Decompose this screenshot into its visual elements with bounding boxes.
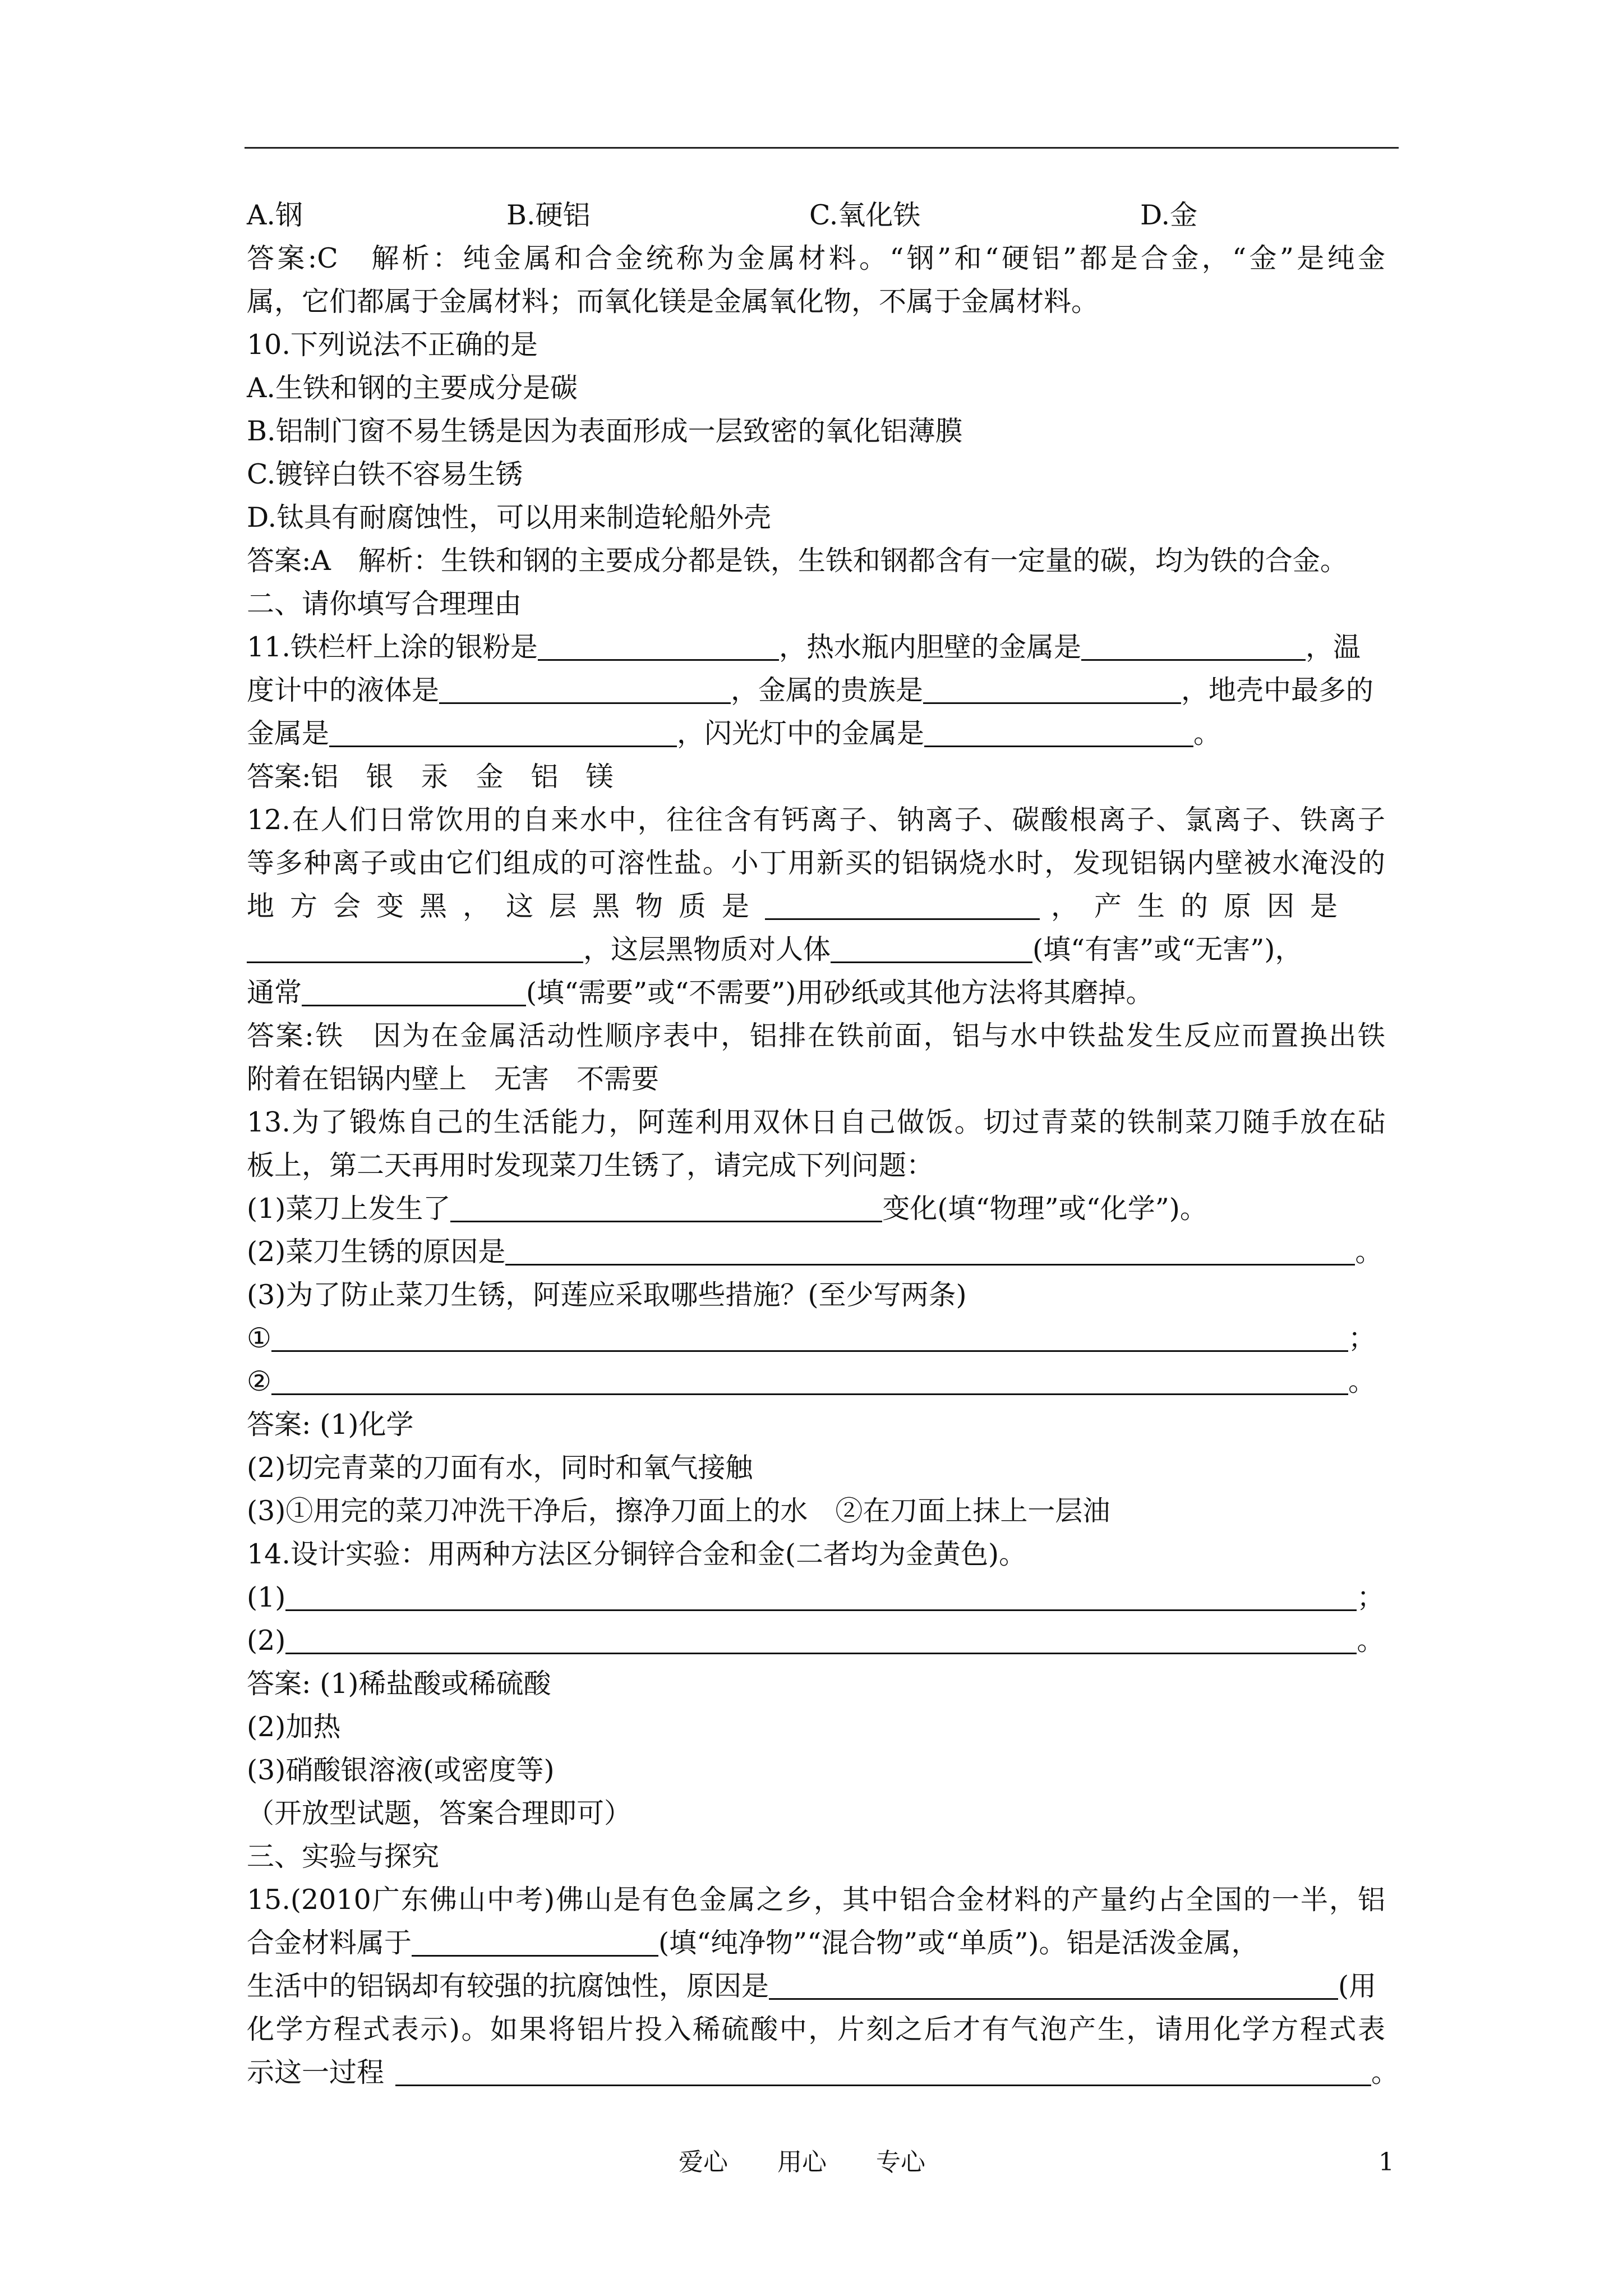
q13-answer-2: (2)切完青菜的刀面有水，同时和氧气接触 [247, 1452, 753, 1484]
q9-option-a: A.钢 [247, 199, 303, 231]
q12-line1: 12.在人们日常饮用的自来水中，往往含有钙离子、钠离子、碳酸根离子、氯离子、铁离子 [247, 804, 1385, 836]
q15-blank-2[interactable] [769, 1968, 1338, 2000]
q14-text: ； [1357, 1581, 1385, 1613]
q9-option-c: C.氧化铁 [809, 199, 921, 231]
q13-line1: 13.为了锻炼自己的生活能力，阿莲利用双休日自己做饭。切过青菜的铁制菜刀随手放在砧 [247, 1106, 1385, 1138]
page-content [247, 194, 1399, 2094]
q13-measure-1 [247, 1317, 1385, 1360]
q11-blank-6[interactable] [924, 715, 1193, 747]
q13-text: 变化(填“物理”或“化学”)。 [882, 1193, 1207, 1225]
q10-option-c: C.镀锌白铁不容易生锈 [247, 458, 523, 490]
q14-note: （开放型试题，答案合理即可） [247, 1797, 632, 1829]
q15-line2 [247, 1921, 1385, 1964]
q13-text: 。 [1348, 1365, 1376, 1397]
q13-blank-1[interactable] [450, 1190, 882, 1222]
q15-text: (用 [1338, 1970, 1377, 2002]
q12-line4 [247, 928, 1385, 971]
q11-text: 。 [1193, 717, 1221, 749]
q10-option-b: B.铝制门窗不易生锈是因为表面形成一层致密的氧化铝薄膜 [247, 415, 963, 447]
q13-sub1 [247, 1187, 1385, 1230]
q11-blank-1[interactable] [538, 629, 779, 661]
q11-text: ，热水瓶内胆壁的金属是 [778, 631, 1081, 663]
section-2-heading: 二、请你填写合理理由 [247, 588, 522, 620]
q14-text: (1) [247, 1581, 286, 1613]
q13-sub2 [247, 1230, 1385, 1273]
q11-text: ，金属的贵族是 [731, 674, 924, 706]
q12-text: ，产生的原因是 [1051, 890, 1354, 922]
q12-text: (填“需要”或“不需要”)用砂纸或其他方法将其磨掉。 [526, 977, 1154, 1009]
q15-blank-1[interactable] [412, 1925, 658, 1957]
q12-answer-line1: 答案:铁 因为在金属活动性顺序表中，铝排在铁前面，铝与水中铁盐发生反应而置换出铁 [247, 1020, 1385, 1052]
q12-blank-2[interactable] [247, 931, 583, 963]
q11-line3 [247, 712, 1385, 755]
q12-text: (填“有害”或“无害”)， [1032, 933, 1303, 965]
q15-line1: 15.(2010广东佛山中考)佛山是有色金属之乡，其中铝合金材料的产量约占全国的一半，铝 [247, 1884, 1385, 1916]
q11-answer: 答案:铝 银 汞 金 铝 镁 [247, 761, 614, 793]
q12-blank-4[interactable] [302, 974, 526, 1006]
page-footer [0, 2146, 1623, 2179]
q14-answer-1: 答案: (1)稀盐酸或稀硫酸 [247, 1668, 551, 1700]
q14-blank-1[interactable] [285, 1579, 1357, 1611]
footer-motto: 爱心 用心 专心 [679, 2148, 925, 2177]
q15-blank-3[interactable] [395, 2054, 1371, 2086]
q15-text: 示这一过程 [247, 2056, 385, 2088]
q13-text: ① [247, 1322, 271, 1354]
q13-blank-3[interactable] [271, 1320, 1348, 1352]
q11-blank-5[interactable] [329, 715, 677, 747]
q13-text: 。 [1355, 1236, 1383, 1268]
page-number: 1 [1378, 2148, 1394, 2177]
q9-answer-line1: 答案:C 解析：纯金属和合金统称为金属材料。“钢”和“硬铝”都是合金，“金”是纯金 [247, 242, 1385, 274]
q15-line4: 化学方程式表示)。如果将铝片投入稀硫酸中，片刻之后才有气泡产生，请用化学方程式表 [247, 2013, 1385, 2045]
q14-text: 。 [1357, 1625, 1385, 1657]
q15-line5 [247, 2051, 1399, 2094]
q15-text: 。 [1371, 2056, 1399, 2088]
q14-stem: 14.设计实验：用两种方法区分铜锌合金和金(二者均为金黄色)。 [247, 1538, 1027, 1570]
q11-text: 金属是 [247, 717, 330, 749]
q13-text: ； [1348, 1322, 1376, 1354]
q14-answer-2: (2)加热 [247, 1711, 341, 1743]
q12-blank-1[interactable] [765, 888, 1040, 920]
q11-blank-2[interactable] [1081, 629, 1306, 661]
q15-text: 合金材料属于 [247, 1927, 412, 1959]
q13-blank-4[interactable] [271, 1363, 1348, 1395]
q13-text: ② [247, 1365, 271, 1397]
q9-answer-line2: 属，它们都属于金属材料；而氧化镁是金属氧化物，不属于金属材料。 [247, 286, 1099, 318]
q13-sub3: (3)为了防止菜刀生锈，阿莲应采取哪些措施？(至少写两条) [247, 1279, 967, 1311]
q13-answer-3: (3)①用完的菜刀冲洗干净后，擦净刀面上的水 ②在刀面上抹上一层油 [247, 1495, 1110, 1527]
q13-answer-1: 答案: (1)化学 [247, 1409, 414, 1441]
q12-text: 地方会变黑，这层黑物质是 [247, 890, 766, 922]
q14-answer-3: (3)硝酸银溶液(或密度等) [247, 1754, 555, 1786]
q15-line3 [247, 1964, 1385, 2008]
q13-text: (1)菜刀上发生了 [247, 1193, 451, 1225]
q14-method-2 [247, 1619, 1385, 1662]
q10-option-d: D.钛具有耐腐蚀性，可以用来制造轮船外壳 [247, 501, 772, 533]
q11-text: 11.铁栏杆上涂的银粉是 [247, 631, 538, 663]
q11-text: ，地壳中最多的 [1181, 674, 1374, 706]
q13-line2: 板上，第二天再用时发现菜刀生锈了，请完成下列问题： [247, 1149, 934, 1181]
q14-blank-2[interactable] [285, 1622, 1357, 1654]
q11-line2 [247, 669, 1385, 712]
q9-options [247, 194, 1385, 237]
q11-blank-3[interactable] [439, 672, 731, 704]
q11-text: 度计中的液体是 [247, 674, 440, 706]
q11-text: ，闪光灯中的金属是 [677, 717, 925, 749]
q11-line1 [247, 625, 1385, 669]
q11-blank-4[interactable] [923, 672, 1181, 704]
q13-text: (2)菜刀生锈的原因是 [247, 1236, 506, 1268]
q12-line5 [247, 971, 1385, 1014]
q10-stem: 10.下列说法不正确的是 [247, 329, 538, 361]
section-3-heading: 三、实验与探究 [247, 1841, 440, 1872]
q13-blank-2[interactable] [505, 1234, 1355, 1266]
q15-text: 生活中的铝锅却有较强的抗腐蚀性，原因是 [247, 1970, 769, 2002]
q9-option-b: B.硬铝 [506, 199, 591, 231]
q11-text: ，温 [1305, 631, 1361, 663]
q12-answer-line2: 附着在铝锅内壁上 无害 不需要 [247, 1063, 660, 1095]
header-rule [245, 147, 1399, 149]
q10-answer: 答案:A 解析：生铁和钢的主要成分都是铁，生铁和钢都含有一定量的碳，均为铁的合金。 [247, 545, 1348, 577]
q12-line2: 等多种离子或由它们组成的可溶性盐。小丁用新买的铝锅烧水时，发现铝锅内壁被水淹没的 [247, 847, 1385, 879]
q10-option-a: A.生铁和钢的主要成分是碳 [247, 372, 578, 404]
q12-text: ，这层黑物质对人体 [583, 933, 831, 965]
q12-line3 [247, 885, 1385, 928]
q12-text: 通常 [247, 977, 302, 1009]
q14-text: (2) [247, 1625, 286, 1657]
q9-option-d: D.金 [1140, 199, 1198, 231]
q14-method-1 [247, 1576, 1385, 1619]
q12-blank-3[interactable] [831, 931, 1032, 963]
q13-measure-2 [247, 1360, 1385, 1403]
q15-text: (填“纯净物”“混合物”或“单质”)。铝是活泼金属， [658, 1927, 1259, 1959]
